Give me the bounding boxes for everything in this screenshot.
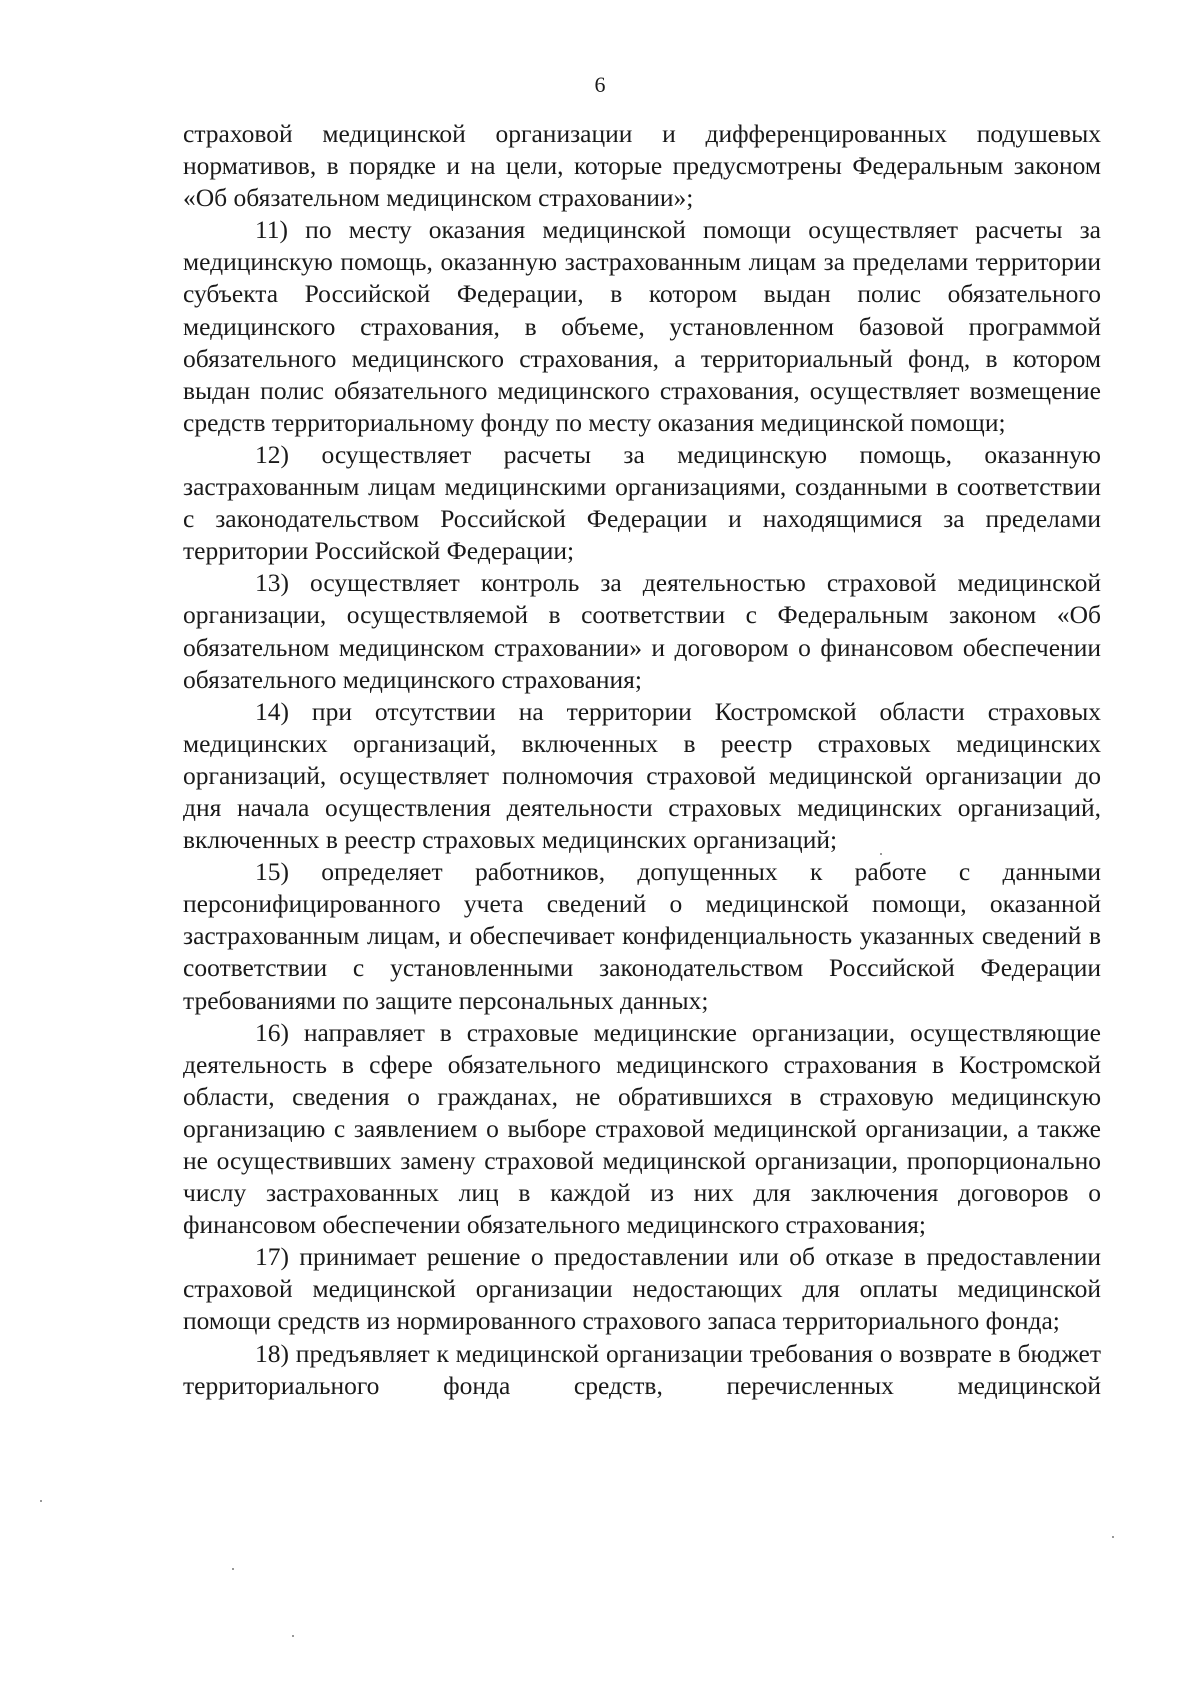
paragraph-item-18: 18) предъявляет к медицинской организации требования о возврате в бюджет территориального фонда средств, перечисленных медицинской <box>183 1338 1101 1400</box>
paragraph-item-15: 15) определяет работников, допущенных к работе с данными персонифицированного учета сведений о медицинской помощи, оказанной застрахованным лицам, и обеспечивает конфиденциальность указанных сведений в соответствии с установленными законодательством Российской Федерации требованиями по защите персональных данных; <box>183 857 1101 1015</box>
paragraph-item-17: 17) принимает решение о предоставлении или об отказе в предоставлении страховой медицинской организации недостающих для оплаты медицинской помощи средств из нормированного страхового запаса территориального фонда; <box>183 1242 1101 1336</box>
paragraph-item-12: 12) осуществляет расчеты за медицинскую помощь, оказанную застрахованным лицам медицинскими организациями, созданными в соответствии с законодательством Российской Федерации и находящимися за пределами территории Российской Федерации; <box>183 439 1101 566</box>
paragraph-item-14: 14) при отсутствии на территории Костромской области страховых медицинских организаций, включенных в реестр страховых медицинских организаций, осуществляет полномочия страховой медицинской организации до дня начала осуществления деятельности страховых медицинских организаций, включенных в реестр страховых медицинских организаций; <box>183 696 1101 855</box>
document-body <box>183 118 1101 1402</box>
scan-speck <box>292 1635 294 1637</box>
paragraph-item-11: 11) по месту оказания медицинской помощи осуществляет расчеты за медицинскую помощь, оказанную застрахованным лицам за пределами территории субъекта Российской Федерации, в котором выдан полис обязательного медицинского страхования, в объеме, установленном базовой программой обязательного медицинского страхования, а территориальный фонд, в котором выдан полис обязательного медицинского страхования, осуществляет возмещение средств территориальному фонду по месту оказания медицинской помощи; <box>183 215 1101 437</box>
paragraph-continuation: страховой медицинской организации и дифференцированных подушевых нормативов, в порядке и на цели, которые предусмотрены Федеральным законом «Об обязательном медицинском страховании»; <box>183 119 1101 213</box>
paragraph-item-16: 16) направляет в страховые медицинские организации, осуществляющие деятельность в сфере обязательного медицинского страхования в Костромской области, сведения о гражданах, не обратившихся в страховую медицинскую организацию с заявлением о выборе страховой медицинской организации, а также не осуществивших замену страховой медицинской организации, пропорционально числу застрахованных лиц в каждой из них для заключения договоров о финансовом обеспечении обязательного медицинского страхования; <box>183 1017 1101 1240</box>
scan-speck <box>40 1500 42 1502</box>
scan-speck <box>880 853 882 855</box>
scan-speck <box>232 1568 234 1570</box>
page-number: 6 <box>594 72 606 97</box>
scan-speck <box>1112 1536 1114 1538</box>
paragraph-item-13: 13) осуществляет контроль за деятельностью страховой медицинской организации, осуществляемой в соответствии с Федеральным законом «Об обязательном медицинском страховании» и договором о финансовом обеспечении обязательного медицинского страхования; <box>183 568 1101 694</box>
